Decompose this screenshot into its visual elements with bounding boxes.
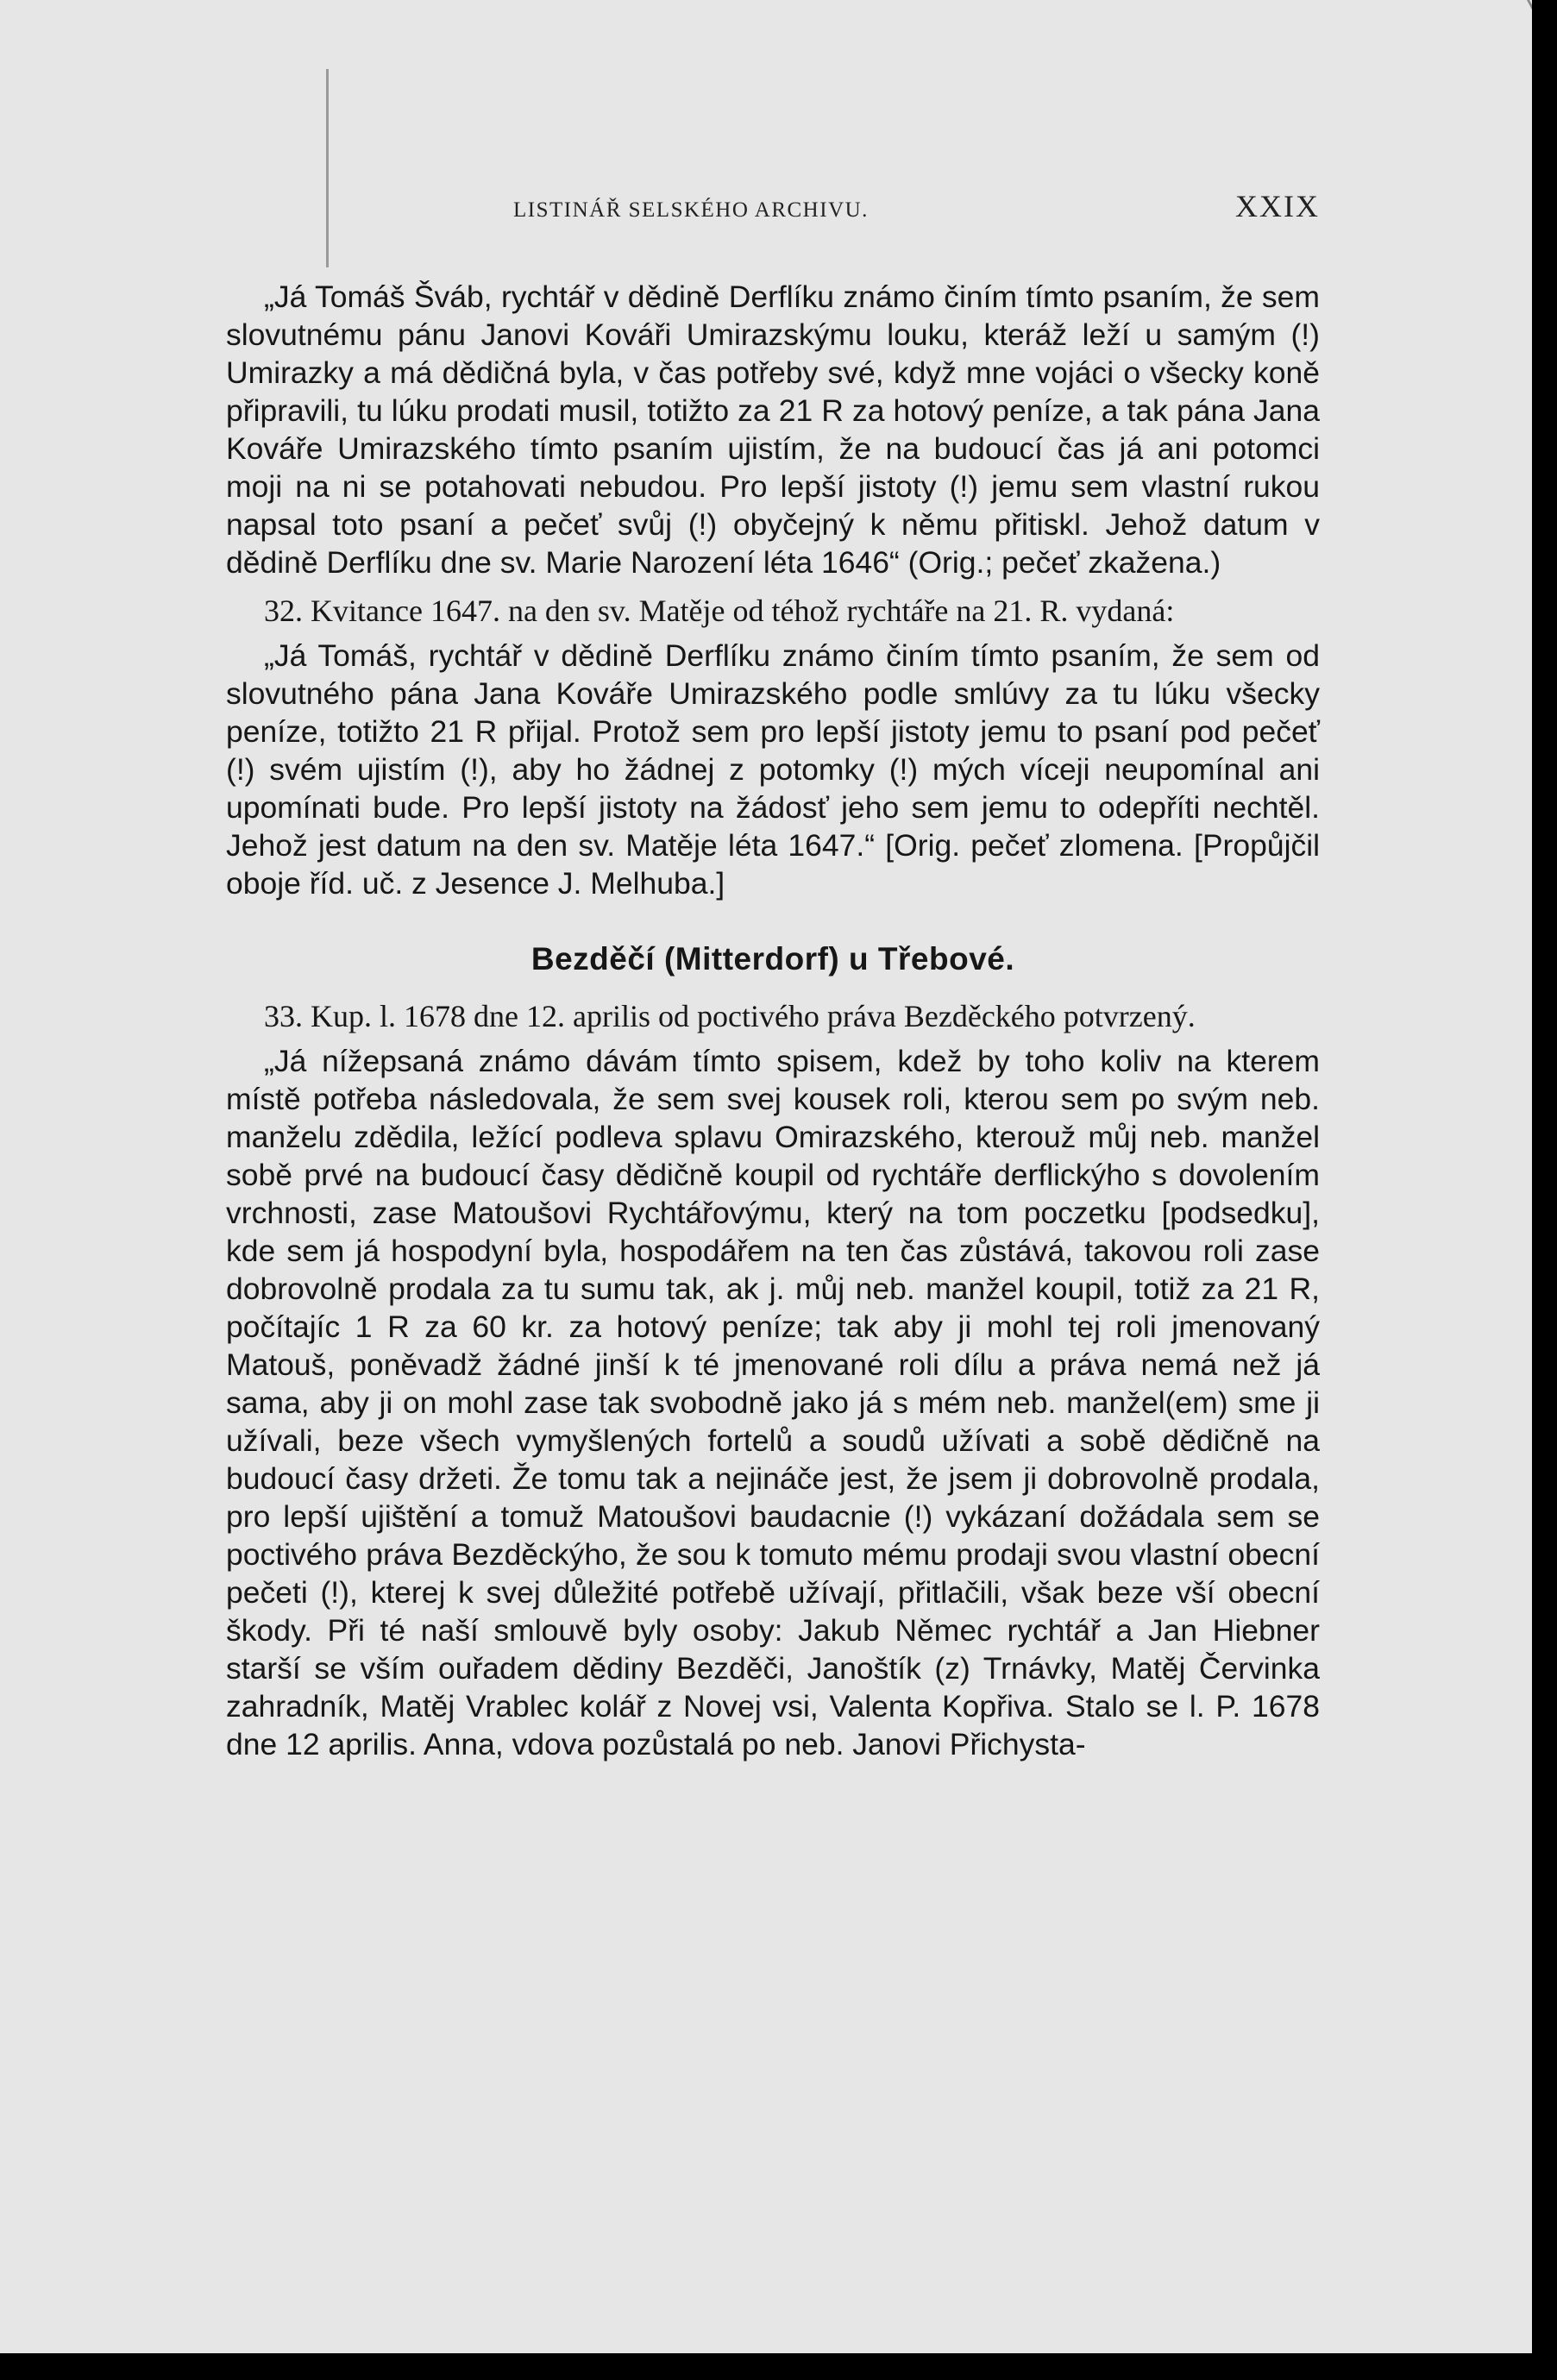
document-33-heading: 33. Kup. l. 1678 dne 12. aprilis od poctivého práva Bezděckého potvrzený. (264, 999, 1196, 1033)
page-corner-crease (1458, 0, 1532, 112)
body-text (226, 278, 1320, 1763)
page-header (513, 188, 1320, 231)
margin-rule (326, 69, 329, 267)
document-33-text: „Já nížepsaná známo dávám tímto spisem, kdež by toho koliv na kterem místě potřeba následovala, že sem svej kousek roli, kterou sem po svým neb. manželu zdědila, ležící podleva splavu Omirazského, kterouž můj neb. manžel sobě prvé na budoucí časy dědičně koupil od rychtáře derflickýho s dovolením vrchnosti, zase Matoušovi Rychtářovýmu, který na tom poczetku [podsedku], kde sem já hospodyní byla, hospodářem na ten čas zůstává, takovou roli zase dobrovolně prodala za tu sumu tak, ak j. můj neb. manžel koupil, totiž za 21 R, počítajíc 1 R za 60 kr. za hotový peníze; tak aby ji mohl tej roli jmenovaný Matouš, poněvadž žádné jinší k té jmenované roli dílu a práva nemá než já sama, aby ji on mohl zase tak svobodně jako já s mém neb. manžel(em) sme ji užívali, beze všech vymyšlených fortelů a soudů užívati a sobě dědičně na budoucí časy držeti. Že tomu tak a nejináče jest, že jsem ji dobrovolně prodala, pro lepší ujištění a tomuž Matoušovi baudacnie (!) vykázaní dožádala sem se poctivého práva Bezděckýho, že sou k tomuto mému prodaji svou vlastní obecní pečeti (!), kterej k svej důležité potřebě užívají, přitlačili, však beze vší obecní škody. Při té naší smlouvě byly osoby: Jakub Němec rychtář a Jan Hiebner starší se vším ouřadem dědiny Bezděči, Janoštík (z) Trnávky, Matěj Červinka zahradník, Matěj Vrablec kolář z Novej vsi, Valenta Kopřiva. Stalo se l. P. 1678 dne 12 aprilis. Anna, vdova pozůstalá po neb. Janovi Přichysta- (226, 1044, 1320, 1761)
running-title: LISTINÁŘ SELSKÉHO ARCHIVU. (513, 198, 869, 222)
document-32-text: „Já Tomáš, rychtář v dědině Derflíku známo činím tímto psaním, že sem od slovutného pána Jana Kováře Umirazského podle smlúvy za tu lúku všecky peníze, totižto 21 R přijal. Protož sem pro lepší jistoty jemu to psaní pod pečeť (!) svém ujistím (!), aby ho žádnej z potomky (!) mých víceji neupomínal ani upomínati bude. Pro lepší jistoty na žádosť jeho sem jemu to odepříti nechtěl. Jehož jest datum na den sv. Matěje léta 1647.“ [Orig. pečeť zlomena. [Propůjčil oboje říd. uč. z Jesence J. Melhuba.] (226, 638, 1320, 901)
section-heading: Bezděčí (Mitterdorf) u Třebové. (531, 941, 1015, 976)
document-31-text: „Já Tomáš Šváb, rychtář v dědině Derflíku známo činím tímto psaním, že sem slovutnému pánu Janovi Kováři Umirazskýmu louku, kteráž leží u samým (!) Umirazky a má dědičná byla, v čas potřeby své, když mne vojáci o všecky koně připravili, tu lúku prodati musil, totižto za 21 R za hotový peníze, a tak pána Jana Kováře Umirazského tímto psaním ujistím, že na budoucí čas já ani potomci moji na ni se potahovati nebudou. Pro lepší jistoty (!) jemu sem vlastní rukou napsal toto psaní a pečeť svůj (!) obyčejný k němu přitiskl. Jehož datum v dědině Derflíku dne sv. Marie Narození léta 1646“ (Orig.; pečeť zkažena.) (226, 279, 1320, 580)
page-number: XXIX (1235, 189, 1320, 223)
document-32-heading: 32. Kvitance 1647. na den sv. Matěje od téhož rychtáře na 21. R. vydaná: (264, 593, 1175, 628)
